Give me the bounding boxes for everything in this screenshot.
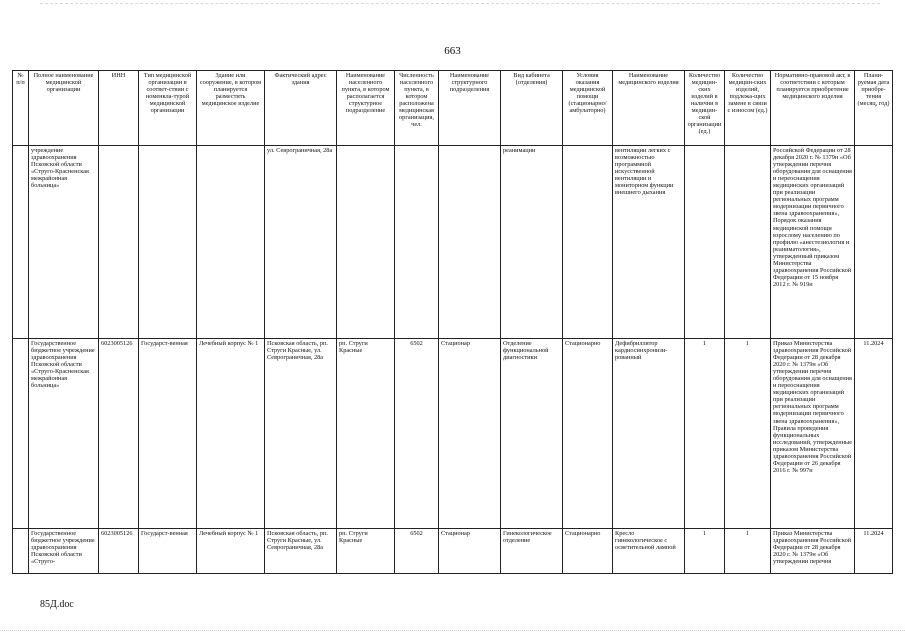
cell-type: Государст-венная (139, 339, 197, 529)
header-num: № п/п (13, 71, 29, 146)
cell-cabinet: Гинекологическое отделение (501, 529, 563, 574)
cell-device: вентиляции легких с возможностью программной искусственной вентиляции и мониторном функции внешнего дыхания (613, 146, 685, 339)
header-act: Нормативно-правовой акт, в соответствии с которым планируется приобретение медицинского изделия (771, 71, 855, 146)
cell-conditions (563, 146, 613, 339)
cell-num (13, 146, 29, 339)
scan-edge-top (40, 3, 880, 4)
cell-qty-replace: 1 (725, 339, 771, 529)
header-unit: Наименование структурного подразделения (439, 71, 501, 146)
cell-inn (99, 146, 139, 339)
cell-building (197, 146, 265, 339)
cell-address: Псковская область, рп. Струги Красные, ул. Севрограничная, 28а (265, 529, 337, 574)
cell-cabinet: Отделение функциональной диагностики (501, 339, 563, 529)
header-inn: ИНН (99, 71, 139, 146)
header-building: Здание или сооружение, в котором планируется разместить медицинское изделие (197, 71, 265, 146)
cell-conditions: Стационарно (563, 339, 613, 529)
cell-unit: Стационар (439, 529, 501, 574)
header-locality: Наименование населенного пункта, в котором располагается структурное подразделение (337, 71, 395, 146)
cell-qty-have: 1 (685, 339, 725, 529)
equipment-table (12, 70, 893, 574)
table-row (13, 146, 893, 339)
cell-unit (439, 146, 501, 339)
header-type: Тип медицинской организации в соответ-ствии с номенкла-турой медицинской организации (139, 71, 197, 146)
cell-org: учреждение здравоохранения Псковской области «Струго-Красненская межрайонная больница» (29, 146, 99, 339)
cell-qty-replace: 1 (725, 529, 771, 574)
cell-locality (337, 146, 395, 339)
cell-qty-have (685, 146, 725, 339)
table-header-row (13, 71, 893, 146)
cell-org: Государственное бюджетное учреждение здравоохранения Псковской области «Струго- (29, 529, 99, 574)
table-row (13, 529, 893, 574)
cell-date: 11.2024 (855, 529, 893, 574)
header-device: Наименование медицинского изделия (613, 71, 685, 146)
table-row (13, 339, 893, 529)
cell-device: Дефибриллятор кардиосинхронизи-рованный (613, 339, 685, 529)
cell-date (855, 146, 893, 339)
cell-population: 6502 (395, 339, 439, 529)
header-conditions: Условия оказания медицинской помощи (стационарно/ амбулаторно) (563, 71, 613, 146)
header-date: Плани-руемая дата приобре-тения (месяц, год) (855, 71, 893, 146)
file-name-footer: 85Д.doc (40, 599, 74, 610)
cell-act: Российской Федерации от 28 декабря 2020 г. № 1379н «Об утверждении перечня оборудования для оснащения и переоснащения медицинских организаций при реализации региональных программ модернизации первичного звена здравоохранения», Порядок оказания медицинской помощи взрослому населению по профилю «анестезиология и реаниматология», утвержденный приказом Министерства здравоохранения Российской Федерации от 15 ноября 2012 г. № 919н (771, 146, 855, 339)
cell-population: 6502 (395, 529, 439, 574)
header-cabinet: Вид кабинета (отделения) (501, 71, 563, 146)
cell-inn: 6023005126 (99, 529, 139, 574)
cell-conditions: Стационарно (563, 529, 613, 574)
cell-act: Приказ Министерства здравоохранения Российской Федерации от 28 декабря 2020 г. № 1379н «Об утверждении перечня (771, 529, 855, 574)
header-population: Численность населенного пункта, в котором расположена медицинская организация, чел. (395, 71, 439, 146)
cell-address: ул. Севрограничная, 28а (265, 146, 337, 339)
cell-locality: рп. Струги Красные (337, 529, 395, 574)
cell-date: 11.2024 (855, 339, 893, 529)
page-number: 663 (444, 45, 461, 57)
cell-address: Псковская область, рп. Струги Красные, ул. Севрограничная, 28а (265, 339, 337, 529)
cell-locality: рп. Струги Красные (337, 339, 395, 529)
cell-population (395, 146, 439, 339)
cell-inn: 6023005126 (99, 339, 139, 529)
cell-qty-have: 1 (685, 529, 725, 574)
cell-qty-replace (725, 146, 771, 339)
cell-device: Кресло гинекологическое с осветительной лампой (613, 529, 685, 574)
cell-building: Лечебный корпус № 1 (197, 529, 265, 574)
cell-unit: Стационар (439, 339, 501, 529)
header-org: Полное наименование медицинской организации (29, 71, 99, 146)
cell-num (13, 529, 29, 574)
cell-type (139, 146, 197, 339)
cell-cabinet: реанимации (501, 146, 563, 339)
header-qty-have: Количество медицин-ских изделий в наличии в медицин-ской организации (ед.) (685, 71, 725, 146)
cell-act: Приказ Министерства здравоохранения Российской Федерации от 28 декабря 2020 г. № 1379н «Об утверждении перечня оборудования для оснащения и переоснащения медицинских организаций при реализации региональных программ модернизации первичного звена здравоохранения», Правила проведения функциональных исследований, утвержденные приказом Министерства здравоохранения Российской Федерации от 26 декабря 2016 г. № 997н (771, 339, 855, 529)
cell-org: Государственное бюджетное учреждение здравоохранения Псковской области «Струго-Красненская межрайонная больница» (29, 339, 99, 529)
cell-num (13, 339, 29, 529)
header-address: Фактический адрес здания (265, 71, 337, 146)
cell-building: Лечебный корпус № 1 (197, 339, 265, 529)
cell-type: Государст-венная (139, 529, 197, 574)
scan-edge-bottom (0, 630, 905, 631)
header-qty-replace: Количество медицин-ских изделий, подлежа-щих замене в связи с износом (ед.) (725, 71, 771, 146)
